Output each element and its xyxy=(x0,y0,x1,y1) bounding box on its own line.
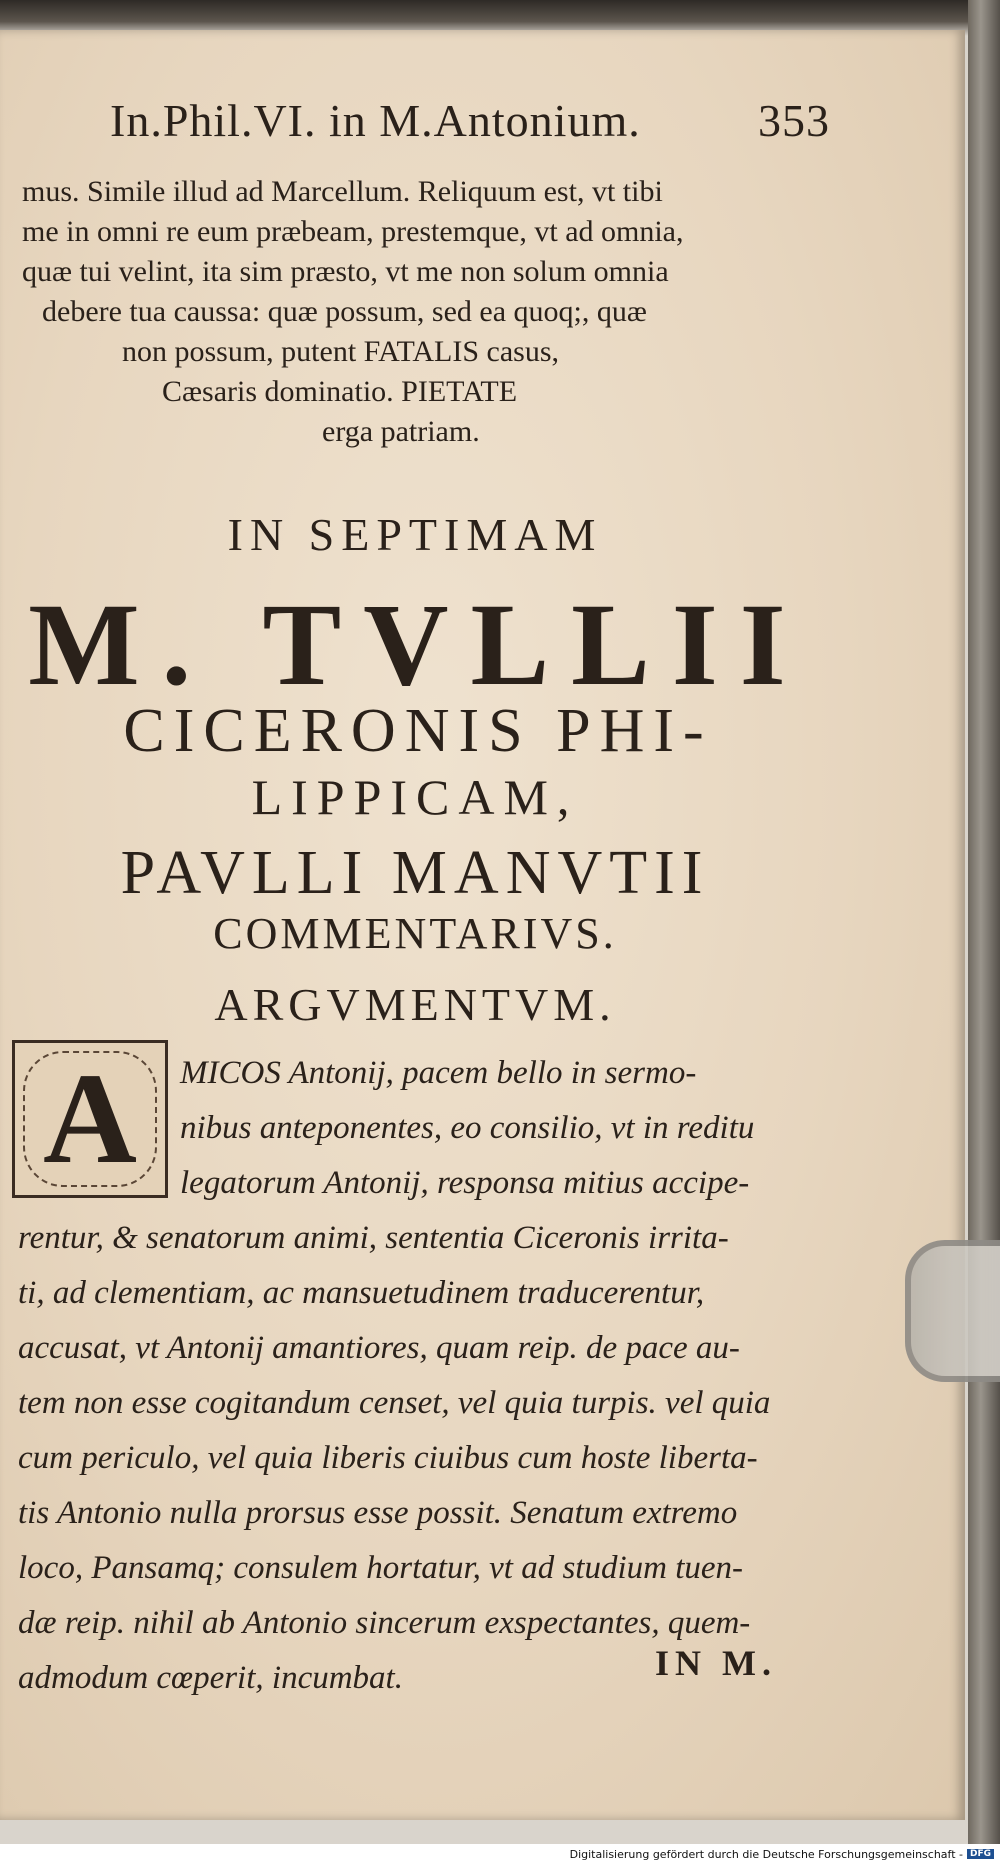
text-line: non possum, putent FATALIS casus, xyxy=(122,335,560,368)
heading-line-1: IN SEPTIMAM xyxy=(227,509,603,560)
text-line: nibus anteponentes, eo consilio, vt in reditu xyxy=(180,1110,755,1146)
book-fore-edge xyxy=(968,0,1000,1864)
book-clasp xyxy=(905,1240,1000,1382)
heading-line-3: CICERONIS PHI- xyxy=(123,697,713,765)
text-line: mus. Simile illud ad Marcellum. Reliquum est, vt tibi xyxy=(22,175,663,208)
argument-text xyxy=(18,1046,808,1706)
heading-line-4: LIPPICAM, xyxy=(251,769,579,825)
text-line: quæ tui velint, ita sim præsto, vt me non solum omnia xyxy=(22,255,669,288)
heading-argumentum: ARGVMENTVM. xyxy=(214,979,616,1030)
text-line: loco, Pansamq; consulem hortatur, vt ad studium tuen- xyxy=(18,1550,744,1586)
initial-letter: A xyxy=(43,1047,137,1191)
book-page xyxy=(0,30,965,1820)
heading-line-2: M. TVLLII xyxy=(28,579,808,710)
page-number: 353 xyxy=(758,95,830,146)
text-line: me in omni re eum præbeam, prestemque, vt ad omnia, xyxy=(22,215,684,248)
footer-text: Digitalisierung gefördert durch die Deutsche Forschungsgemeinschaft - xyxy=(569,1847,963,1861)
running-head-title: In.Phil.VI. in M.Antonium. xyxy=(110,95,641,146)
text-line: tis Antonio nulla prorsus esse possit. Senatum extremo xyxy=(18,1495,738,1531)
heading-line-6: COMMENTARIVS. xyxy=(213,909,617,958)
text-line: admodum cœperit, incumbat. xyxy=(18,1660,403,1696)
text-line: cum periculo, vel quia liberis ciuibus cum hoste liberta- xyxy=(18,1440,758,1476)
text-line: accusat, vt Antonij amantiores, quam reip. de pace au- xyxy=(18,1330,740,1366)
running-head xyxy=(110,94,830,147)
text-line: MICOS Antonij, pacem bello in sermo- xyxy=(180,1055,697,1091)
dfg-logo-icon: DFG xyxy=(967,1849,994,1859)
text-line: erga patriam. xyxy=(322,415,480,448)
text-line: legatorum Antonij, responsa mitius accipe- xyxy=(180,1165,750,1201)
text-line: debere tua caussa: quæ possum, sed ea quoq;, quæ xyxy=(42,295,647,328)
text-line: rentur, & senatorum animi, sententia Ciceronis irrita- xyxy=(18,1220,729,1256)
text-line: dæ reip. nihil ab Antonio sincerum exspectantes, quem- xyxy=(18,1605,751,1641)
text-line: ti, ad clementiam, ac mansuetudinem traducerentur, xyxy=(18,1275,705,1311)
text-line: tem non esse cogitandum censet, vel quia turpis. vel quia xyxy=(18,1385,771,1421)
heading-line-5: PAVLLI MANVTII xyxy=(120,839,710,907)
digitization-footer xyxy=(0,1844,1000,1864)
previous-section-text xyxy=(22,172,822,452)
text-line: Cæsaris dominatio. PIETATE xyxy=(162,375,518,408)
catchword: IN M. xyxy=(655,1643,777,1683)
